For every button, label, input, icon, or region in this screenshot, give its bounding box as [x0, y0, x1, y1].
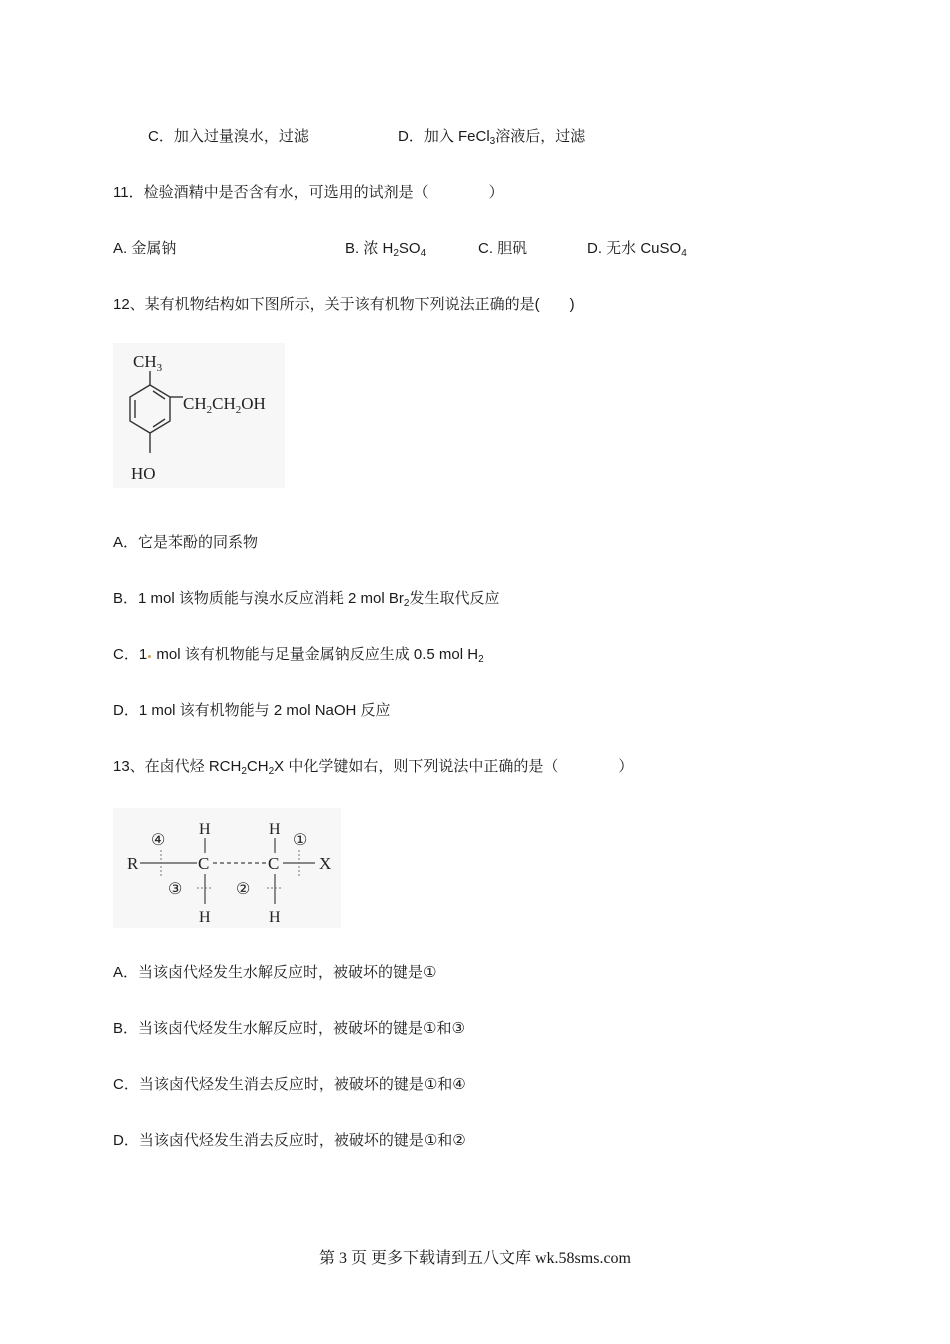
- chain-label: $CH_2CH_2OH$: [183, 394, 266, 416]
- benzene-ring: [130, 371, 183, 453]
- h-bottom-1-label: H: [199, 909, 211, 926]
- bond-number-3: ③: [168, 881, 183, 898]
- q11-option-a: A. 金属钠: [113, 240, 177, 257]
- q12-option-b: B．1 mol 该物质能与溴水反应消耗 2 mol $Br_2$发生取代反应: [113, 590, 500, 609]
- ho-label: HO: [131, 464, 156, 483]
- q11-stem: 11．检验酒精中是否含有水，可选用的试剂是（ ）: [113, 184, 504, 201]
- q13-option-c: C．当该卤代烃发生消去反应时，被破坏的键是①和④: [113, 1076, 466, 1093]
- carbon-1-label: C: [198, 854, 210, 873]
- h-bottom-2-label: H: [269, 909, 281, 926]
- carbon-2-label: C: [268, 854, 280, 873]
- stray-mark: [148, 655, 151, 658]
- q11-option-c: C. 胆矾: [478, 240, 528, 257]
- q12-option-d: D．1 mol 该有机物能与 2 mol NaOH 反应: [113, 702, 391, 719]
- q12-option-c: C．1 mol 该有机物能与足量金属钠反应生成 0.5 mol $H_2$: [113, 646, 484, 665]
- q12-option-a: A．它是苯酚的同系物: [113, 534, 259, 551]
- q12-stem: 12、某有机物结构如下图所示，关于该有机物下列说法正确的是( ): [113, 296, 575, 313]
- q11-option-b: B. 浓 $H_2SO_4$: [345, 240, 427, 259]
- h-top-1-label: H: [199, 821, 211, 838]
- ch3-label: $CH_3$: [133, 352, 163, 374]
- q13-option-b: B．当该卤代烃发生水解反应时，被破坏的键是①和③: [113, 1020, 465, 1037]
- q13-option-d: D．当该卤代烃发生消去反应时，被破坏的键是①和②: [113, 1132, 466, 1149]
- q12-structure-figure: [113, 343, 285, 488]
- bond-number-1: ①: [293, 832, 308, 849]
- page-footer: 第 3 页 更多下载请到五八文库 wk.58sms.com: [318, 1250, 631, 1267]
- q12-structure-svg: [113, 343, 285, 488]
- q13-bond-svg: [113, 808, 341, 928]
- q11-option-d: D. 无水 CuSO$_4$: [587, 240, 687, 259]
- q10-option-d: D．加入 FeCl$_3$溶液后，过滤: [398, 128, 586, 147]
- q13-bond-figure: [113, 808, 341, 928]
- q13-stem: 13、在卤代烃 $RCH_2CH_2X$ 中化学键如右，则下列说法中正确的是（ ）: [113, 758, 634, 777]
- h-top-2-label: H: [269, 821, 281, 838]
- x-label: X: [319, 854, 332, 873]
- q13-option-a: A．当该卤代烃发生水解反应时，被破坏的键是①: [113, 964, 437, 981]
- bond-number-2: ②: [236, 881, 251, 898]
- q10-option-c: C．加入过量溴水，过滤: [148, 128, 309, 145]
- bond-number-4: ④: [151, 832, 166, 849]
- r-label: R: [127, 854, 139, 873]
